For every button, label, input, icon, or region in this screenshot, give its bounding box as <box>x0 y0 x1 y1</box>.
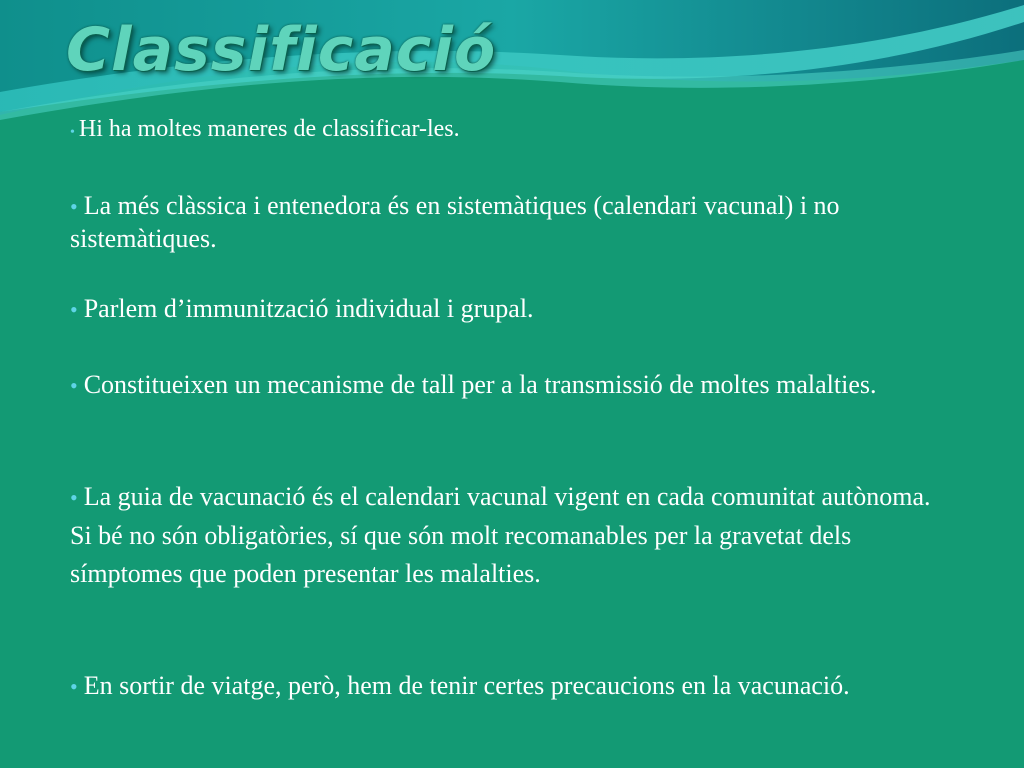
bullet-text: La guia de vacunació és el calendari vacunal vigent en cada comunitat autònoma. Si bé no són obligatòries, sí que són molt recomanables per la gravetat dels símptomes que poden presentar les malalties. <box>70 482 931 588</box>
bullet-marker: • <box>70 297 78 322</box>
bullet-marker: • <box>70 194 78 219</box>
bullet-item <box>70 369 940 402</box>
bullet-marker: • <box>70 373 78 398</box>
bullet-item <box>70 478 940 593</box>
bullet-text: En sortir de viatge, però, hem de tenir certes precaucions en la vacunació. <box>83 671 850 700</box>
bullet-marker: • <box>70 485 78 510</box>
bullet-text: La més clàssica i entenedora és en sistemàtiques (calendari vacunal) i no sistemàtiques. <box>70 191 840 253</box>
bullet-item <box>70 113 940 149</box>
bullet-text: Constitueixen un mecanisme de tall per a la transmissió de moltes malalties. <box>83 370 877 399</box>
bullet-text: Hi ha moltes maneres de classificar-les. <box>78 116 460 142</box>
slide-title: Classificació <box>66 15 497 85</box>
bullet-marker: • <box>70 674 78 699</box>
bullet-marker: • <box>70 125 75 140</box>
bullet-item <box>70 293 940 326</box>
bullet-item <box>70 190 940 255</box>
bullet-item <box>70 670 940 703</box>
bullet-text: Parlem d’immunització individual i grupal. <box>83 294 534 323</box>
